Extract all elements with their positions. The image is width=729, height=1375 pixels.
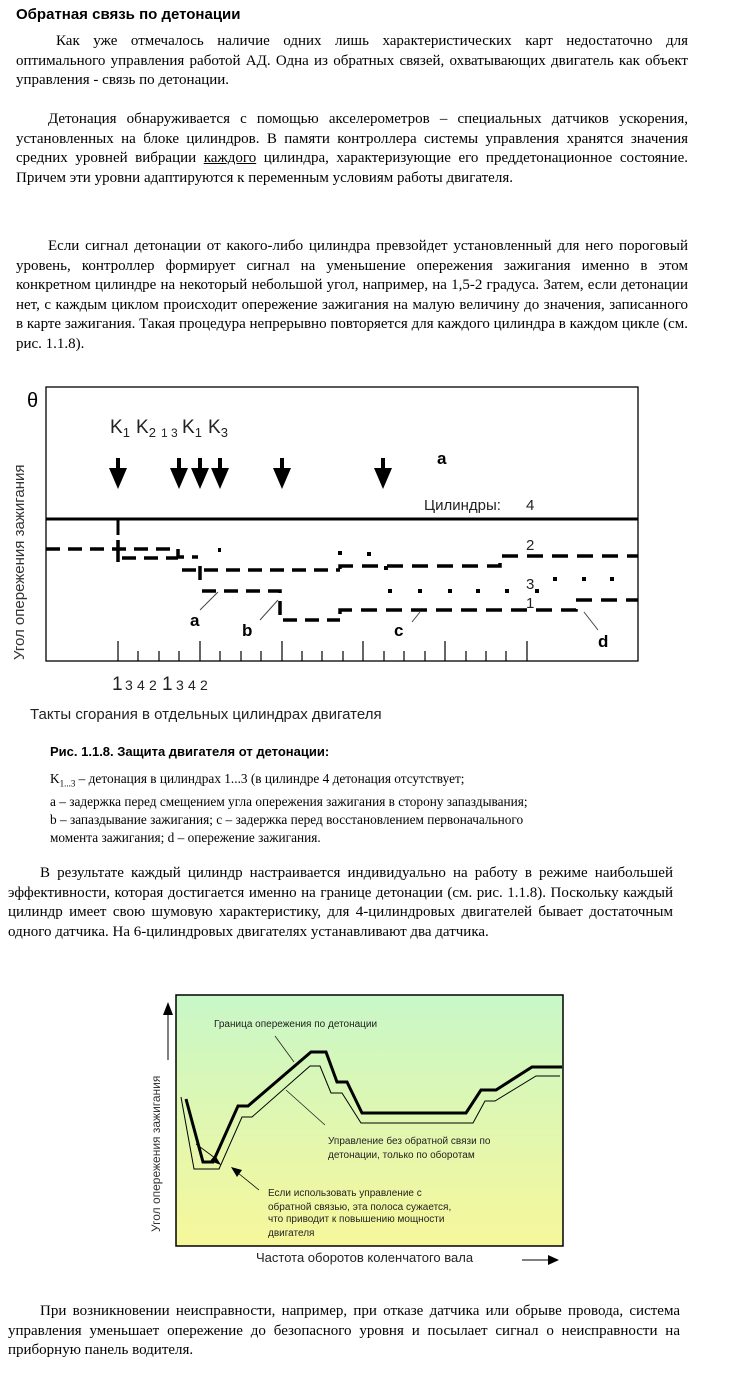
annotation-detonation-limit: Граница опережения по детонации: [214, 1019, 378, 1030]
figure2-x-label: Частота оборотов коленчатого вала: [256, 1250, 474, 1265]
tick-label: 2: [200, 677, 208, 693]
caption-line-3: b – запаздывание зажигания; c – задержка перед восстановлением первоначального: [50, 811, 524, 827]
x-axis-arrow-icon: [548, 1255, 559, 1265]
tick-label: 2: [149, 677, 157, 693]
knock-arrow-icon: [273, 458, 291, 489]
knock-arrow-icon: [109, 458, 127, 489]
tick-label: 3: [176, 677, 184, 693]
line-label-2: 2: [526, 537, 535, 554]
annotation-open-loop-2: детонации, только по оборотам: [328, 1150, 475, 1161]
callout-a: a: [190, 611, 200, 630]
y-axis-arrow-icon: [163, 1002, 173, 1015]
caption-line-2: a – задержка перед смещением угла опережения зажигания в сторону запаздывания;: [50, 793, 528, 809]
paragraph-fault: [8, 1302, 680, 1361]
panel-label-a: a: [437, 449, 447, 468]
tick-label: 1: [112, 674, 123, 695]
theta-symbol: θ: [27, 390, 39, 412]
figure1-y-label: Угол опережения зажигания: [11, 464, 28, 660]
knock-arrow-icon: [170, 458, 188, 489]
knock-label-k3: $K_3$: [208, 417, 228, 440]
underlined-word: каждого: [203, 150, 257, 166]
callout-b: b: [242, 621, 253, 640]
knock-label-k1: $K_1$: [110, 417, 130, 440]
tick-label: 3: [125, 677, 133, 693]
knock-labels: [110, 417, 228, 440]
paragraph-threshold: [16, 237, 688, 354]
cylinder-2-line: [46, 540, 638, 580]
tick-label: 1: [162, 674, 173, 695]
figure-knock-protection: [0, 380, 729, 730]
annotation-open-loop-1: Управление без обратной связи по: [328, 1136, 491, 1147]
callout-d: d: [598, 632, 609, 651]
line-label-3: 3: [526, 576, 535, 593]
paragraph-detection-text-1: Детонация обнаруживается с помощью акселерометров – специальных датчиков ускорения, установленных на блоке цилиндров. В памяти контроллера системы управления хранятся значения средних уровней вибрации: [16, 111, 688, 166]
paragraph-intro: [16, 32, 688, 91]
caption-line-1: $K_{1...3}$ – детонация в цилиндрах 1...3 (в цилиндре 4 детонация отсутствует;: [50, 771, 465, 789]
knock-arrow-icon: [191, 458, 209, 489]
knock-arrow-icon: [211, 458, 229, 489]
paragraph-result: [8, 864, 673, 942]
annotation-feedback-4: двигателя: [268, 1228, 315, 1239]
paragraph-result-text: В результате каждый цилиндр настраивается индивидуально на работу в режиме наибольшей эффективности, которая достигается именно на границе детонации (см. рис. 1.1.8). Поскольку каждый цилиндр имеет свою шумовую характеристику, для 4-цилиндровых двигателей бывает достаточным одного датчика. На 6-цилиндровых двигателях устанавливают два датчика.: [8, 865, 673, 940]
tick-label: 4: [188, 677, 196, 693]
figure2-y-label: Угол опережения зажигания: [149, 1075, 163, 1232]
knock-label-k1b: $K_1$: [182, 417, 202, 440]
figure-advance-limit: [140, 960, 580, 1280]
x-axis-ticks: [118, 641, 527, 661]
caption-line-4: момента зажигания; d – опережение зажигания.: [50, 829, 321, 845]
knock-label-k2: $K_2$: [136, 417, 156, 440]
line-label-4: 4: [526, 497, 535, 514]
section-heading: Обратная связь по детонации: [16, 6, 241, 23]
annotation-feedback-2: обратной связью, эта полоса сужается,: [268, 1202, 452, 1213]
line-label-1: 1: [526, 595, 535, 612]
figure1-caption-body: [50, 770, 670, 847]
knock-label-13: 1 3: [161, 426, 178, 440]
paragraph-threshold-text: Если сигнал детонации от какого-либо цилиндра превзойдет установленный для него пороговый уровень, контроллер формирует сигнал на уменьшение опережения зажигания именно в этом конкретном цилиндре на некоторый небольшой угол, например, на 1,5-2 градуса. Затем, если детонации нет, с каждым циклом происходит опережение зажигания на малую величину до значения, записанного в карте зажигания. Такая процедура непрерывно повторяется для каждого цилиндра в каждом цикле (см. рис. 1.1.8).: [16, 238, 688, 352]
paragraph-fault-text: При возникновении неисправности, например, при отказе датчика или обрыве провода, система управления уменьшает опережение до безопасного уровня и посылает сигнал о неисправности на приборную панель водителя.: [8, 1303, 680, 1358]
annotation-feedback-1: Если использовать управление с: [268, 1188, 422, 1199]
paragraph-detection-text-2: цилиндра, характеризующие его преддетонационное состояние. Причем эти уровни адаптируются к переменным условиям работы двигателя.: [16, 150, 688, 186]
callout-c: c: [394, 621, 404, 640]
figure1-caption-title: Рис. 1.1.8. Защита двигателя от детонации:: [50, 744, 330, 759]
tick-label: 4: [137, 677, 145, 693]
figure1-x-label: Такты сгорания в отдельных цилиндрах двигателя: [30, 706, 382, 723]
cylinders-label: Цилиндры:: [424, 497, 501, 514]
knock-arrows: [109, 458, 392, 489]
figure1-frame: [46, 387, 638, 661]
annotation-feedback-3: что приводит к повышению мощности: [268, 1214, 445, 1225]
cylinder-1-line: [202, 591, 638, 620]
x-tick-labels: [112, 674, 208, 695]
paragraph-detection: [16, 110, 688, 188]
paragraph-intro-text: Как уже отмечалось наличие одних лишь характеристических карт недостаточно для оптимального управления работой АД. Одна из обратных связей, охватывающих двигатель как объект управления - связь по детонации.: [16, 33, 688, 88]
knock-arrow-icon: [374, 458, 392, 489]
